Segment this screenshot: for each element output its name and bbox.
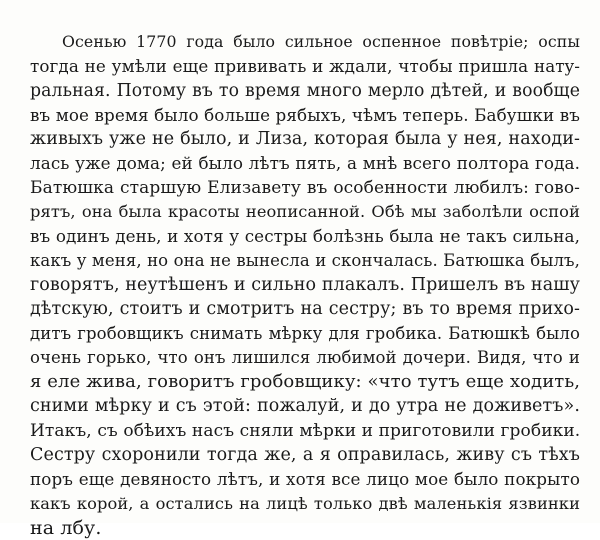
text-line: на лбу. <box>30 516 102 539</box>
text-line: поръ еще девяносто лѣтъ, и хотя все лицо мое было покрыто <box>30 469 580 490</box>
text-line: дѣтскую, стоитъ и смотритъ на сестру; въ то время прихо- <box>30 299 580 320</box>
text-line: какъ у меня, но она не вынесла и скончалась. Батюшка былъ, <box>30 250 580 270</box>
text-line: тогда не умѣли еще прививать и ждали, чтобы пришла натy- <box>30 56 580 77</box>
text-line: Сестру схоронили тогда же, а я оправилась, живу съ тѣхъ <box>30 445 580 466</box>
text-line: говорятъ, неутѣшенъ и сильно плакалъ. Пришелъ въ нашу <box>30 274 580 295</box>
text-line: дитъ гробовщикъ снимать мѣрку для гробика. Батюшкѣ было <box>30 323 580 343</box>
text-line: въ мое время было больше рябыхъ, чѣмъ теперь. Бабушки въ <box>30 104 580 125</box>
text-line: ральная. Потому въ то время много мерло дѣтей, и вообще <box>30 80 580 101</box>
text-line: въ одинъ день, и хотя у сестры болѣзнь была не такъ сильна, <box>30 226 580 247</box>
text-line: Итакъ, съ обѣихъ насъ сняли мѣрки и приготовили гробики. <box>30 420 581 441</box>
text-line: лась уже дома; ей было лѣтъ пять, а мнѣ всего полтора года. <box>30 153 580 174</box>
body-paragraph <box>30 30 580 540</box>
text-line: сними мѣрку и съ этой: пожалуй, и до утра не доживетъ». <box>30 396 580 417</box>
text-line: Батюшка старшую Елизавету въ особенности любилъ: гово- <box>30 177 580 198</box>
text-line: живыхъ уже не было, и Лиза, которая была у нея, находи- <box>30 129 580 150</box>
text-line: очень горько, что онъ лишился любимой дочери. Видя, что и <box>30 347 580 367</box>
text-line: Осенью 1770 года было сильное оспенное повѣтріе; оспы <box>62 32 580 51</box>
text-line: рятъ, она была красоты неописанной. Обѣ мы заболѣли оспой <box>30 202 580 222</box>
text-line: какъ корой, а остались на лицѣ только двѣ маленькія язвинки <box>30 493 580 513</box>
text-line: я еле жива, говоритъ гробовщику: «что тутъ еще ходить, <box>30 371 581 393</box>
